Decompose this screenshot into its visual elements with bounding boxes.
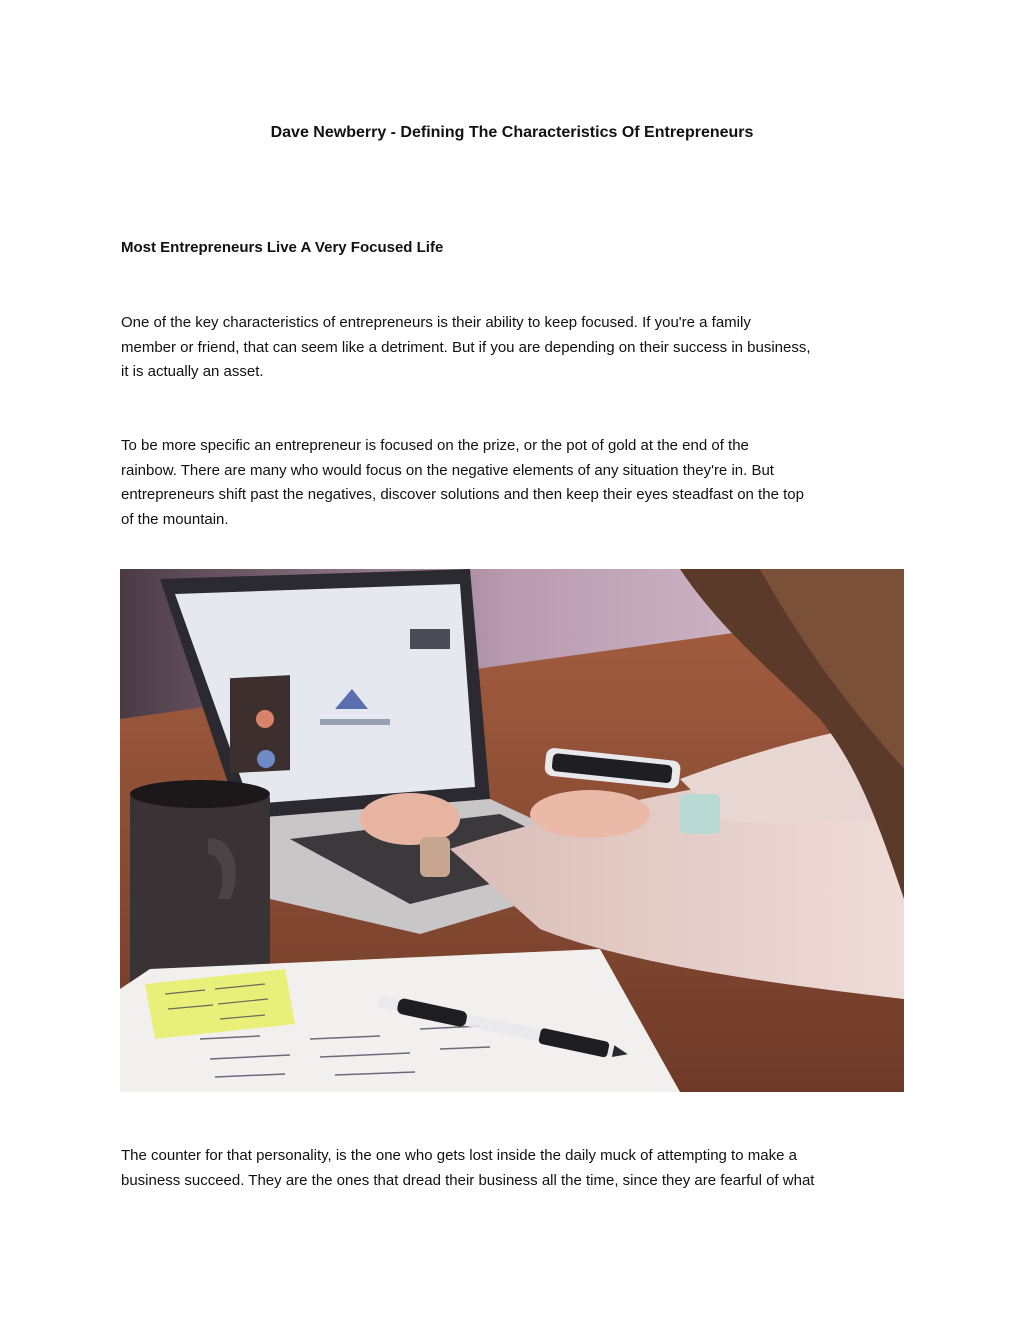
paragraph-2 <box>121 434 907 532</box>
paragraph-line: rainbow. There are many who would focus on the negative elements of any situation they're in. But <box>121 461 774 479</box>
photo-illustration <box>120 569 904 1092</box>
bracelet <box>680 794 720 834</box>
paragraph-line: To be more specific an entrepreneur is focused on the prize, or the pot of gold at the end of the <box>121 437 749 454</box>
paragraph-3 <box>121 1144 907 1193</box>
paragraph-line: The counter for that personality, is the one who gets lost inside the daily muck of attempting to make a <box>121 1147 797 1164</box>
paragraph-line: One of the key characteristics of entrepreneurs is their ability to keep focused. If you're a family <box>121 314 751 331</box>
right-hand <box>530 790 650 838</box>
mug-rim <box>130 780 270 808</box>
wristwatch <box>420 837 450 877</box>
paragraph-line: entrepreneurs shift past the negatives, discover solutions and then keep their eyes steadfast on the top <box>121 486 804 503</box>
document-title: Dave Newberry - Defining The Characteristics Of Entrepreneurs <box>270 124 754 141</box>
section-heading: Most Entrepreneurs Live A Very Focused Life <box>121 239 444 256</box>
screen-avatar <box>257 750 275 768</box>
paragraph-line: of the mountain. <box>121 510 229 528</box>
paragraph-1 <box>121 311 907 385</box>
screen-thumbnail <box>410 629 450 649</box>
paragraph-line: member or friend, that can seem like a detriment. But if you are depending on their success in business, <box>121 338 811 356</box>
laptop-desk-photo <box>120 569 904 1092</box>
screen-avatar <box>256 710 274 728</box>
paragraph-line: it is actually an asset. <box>121 363 264 380</box>
screen-text <box>320 719 390 725</box>
paragraph-line: business succeed. They are the ones that dread their business all the time, since they are fearful of what <box>121 1171 815 1189</box>
